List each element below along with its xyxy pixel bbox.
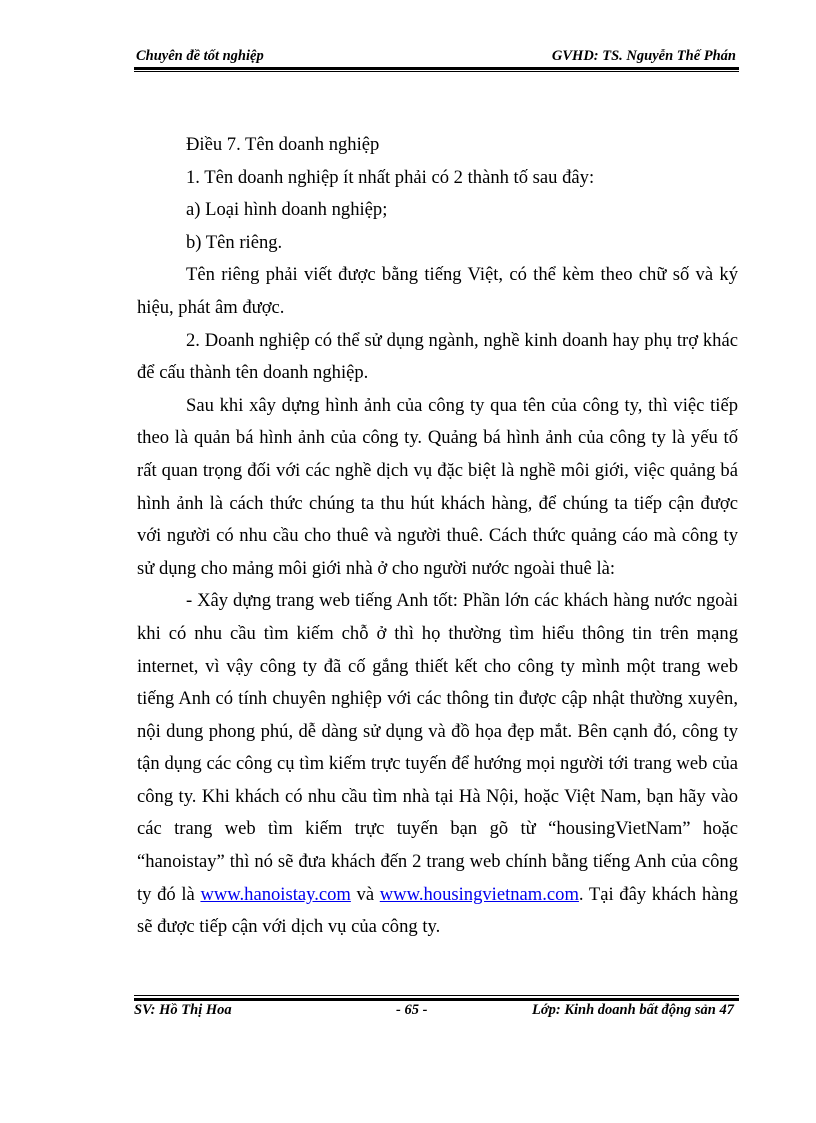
housingvietnam-link[interactable]: www.housingvietnam.com — [379, 883, 579, 905]
paragraph-branding: Sau khi xây dựng hình ảnh của công ty qua tên của công ty, thì việc tiếp theo là quản bá hình ảnh của công ty. Quảng bá hình ảnh của công ty là yếu tố rất quan trọng đối với các nghề dịch vụ đặc biệt là nghề môi giới, việc quảng bá hình ảnh là cách thức chúng ta thu hút khách hàng, để chúng ta tiếp cận được với người có nhu cầu cho thuê và người thuê. Cách thức quảng cáo mà công ty sử dụng cho mảng môi giới nhà ở cho người nước ngoài thuê là: — [137, 394, 738, 579]
list-item-a: a) Loại hình doanh nghiệp; — [186, 199, 388, 221]
header-title: Chuyên đề tốt nghiệp — [136, 48, 264, 64]
article-heading: Điều 7. Tên doanh nghiệp — [186, 134, 380, 155]
website-text-before: - Xây dựng trang web tiếng Anh tốt: Phần lớn các khách hàng nước ngoài khi có nhu cầu tìm kiếm chỗ ở thì họ thường tìm hiểu thông tin trên mạng internet, vì vậy công ty đã cố gắng thiết kết cho công ty mình một trang web tiếng Anh có tính chuyên nghiệp với các thông tin được cập nhật thường xuyên, nội dung phong phú, dễ dàng sử dụng và đồ họa đẹp mắt. Bên cạnh đó, công ty tận dụng các công cụ tìm kiếm trực tuyến để hướng mọi người tới trang web của công ty. Khi khách có nhu cầu tìm nhà tại Hà Nội, hoặc Việt Nam, bạn hãy vào các trang web tìm kiếm trực tuyến bạn gõ từ “housingVietNam” hoặc “hanoistay” thì nó sẽ đưa khách đến 2 trang web chính bằng tiếng Anh của công ty đó là — [137, 590, 738, 905]
paragraph-proper-name: Tên riêng phải viết được bằng tiếng Việt, có thể kèm theo chữ số và ký hiệu, phát âm được. — [137, 264, 738, 318]
footer-divider-thick — [134, 998, 739, 1001]
document-body — [137, 129, 738, 944]
header-divider-thin — [134, 71, 739, 72]
page-number: - 65 - — [396, 1002, 428, 1018]
footer-class: Lớp: Kinh doanh bất động sản 47 — [532, 1002, 734, 1018]
footer-student: SV: Hồ Thị Hoa — [134, 1002, 232, 1018]
paragraph-website — [137, 585, 738, 944]
page-header — [134, 48, 738, 68]
header-divider-thick — [134, 67, 739, 70]
page-footer — [134, 1002, 738, 1022]
footer-divider-thin — [134, 995, 739, 996]
website-text-between: và — [350, 883, 380, 905]
list-item-b: b) Tên riêng. — [186, 231, 283, 253]
header-supervisor: GVHD: TS. Nguyễn Thế Phán — [551, 48, 736, 64]
paragraph-clause-1: 1. Tên doanh nghiệp ít nhất phải có 2 thành tố sau đây: — [186, 166, 595, 188]
website-text-after: . Tại đây khách hàng sẽ được tiếp cận với dịch vụ của công ty. — [137, 883, 738, 938]
paragraph-clause-2: 2. Doanh nghiệp có thể sử dụng ngành, nghề kinh doanh hay phụ trợ khác để cấu thành tên doanh nghiệp. — [137, 329, 738, 384]
hanoistay-link[interactable]: www.hanoistay.com — [200, 883, 351, 905]
